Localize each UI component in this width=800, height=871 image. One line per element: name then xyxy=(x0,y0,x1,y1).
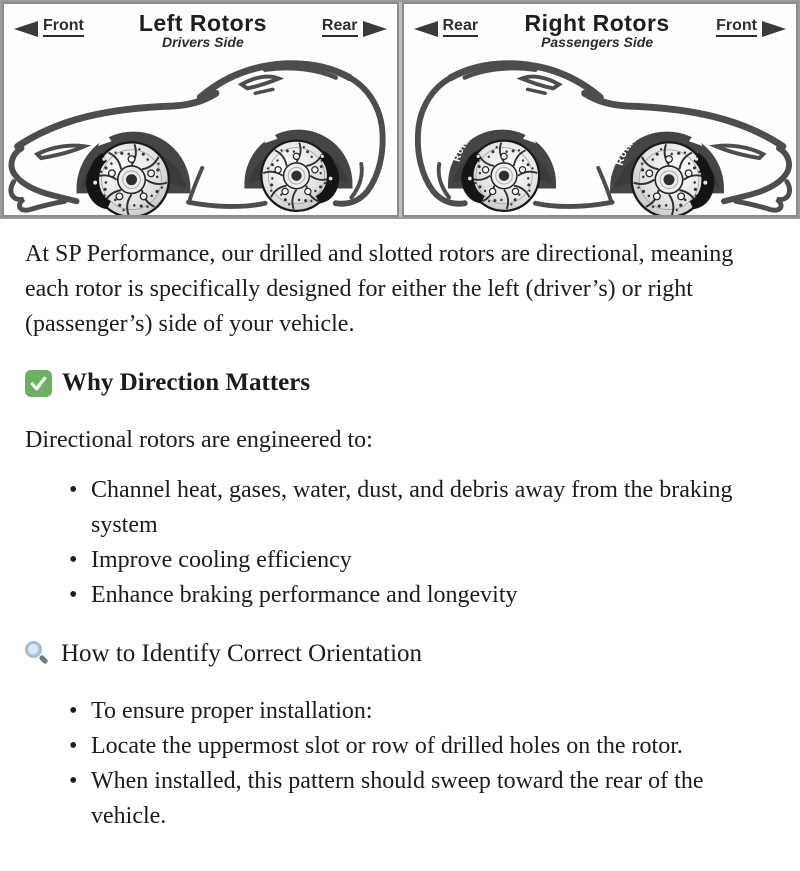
panel-title: Right Rotors xyxy=(524,10,670,36)
direction-label-text: Front xyxy=(43,18,84,37)
list-item: • When installed, this pattern should sweep toward the rear of the vehicle. xyxy=(69,764,755,834)
list-item: • Channel heat, gases, water, dust, and debris away from the braking system xyxy=(69,473,755,543)
right-rotors-panel xyxy=(402,2,799,217)
panel-subtitle: Drivers Side xyxy=(162,34,244,51)
rotor-direction-diagram xyxy=(0,0,800,219)
rotation-label: Rotation xyxy=(115,120,167,142)
front-direction-label xyxy=(14,17,84,37)
rear-direction-label xyxy=(322,17,387,37)
right-panel-title-box xyxy=(524,11,669,50)
intro-paragraph: At SP Performance, our drilled and slotted rotors are directional, meaning each rotor is specifically designed for either the left (driver’s) or right (passenger’s) side of your vehicle. xyxy=(25,241,734,337)
magnifying-glass-emoji-icon xyxy=(25,641,51,667)
rotation-label: Rotation xyxy=(281,118,331,139)
list-item: • Improve cooling efficiency xyxy=(69,543,755,578)
rotation-label: Rotation xyxy=(614,124,652,167)
benefits-list xyxy=(69,473,755,613)
list-item: • Enhance braking performance and longevity xyxy=(69,578,755,613)
direction-label-text: Rear xyxy=(322,18,358,37)
direction-label-text: Rear xyxy=(443,18,479,37)
section-heading-why-direction-matters xyxy=(25,369,755,397)
right-panel-header xyxy=(404,4,797,54)
direction-label-text: Front xyxy=(716,18,757,37)
car-diagram-right xyxy=(404,54,797,217)
panel-title: Left Rotors xyxy=(138,10,267,36)
rotation-label: Rotation xyxy=(451,122,488,164)
panel-subtitle: Passengers Side xyxy=(541,34,654,51)
check-mark-emoji-icon xyxy=(25,370,52,397)
rear-direction-label xyxy=(414,17,479,37)
arrow-right-icon xyxy=(363,21,387,37)
arrow-left-icon xyxy=(14,21,38,37)
orientation-steps-list xyxy=(69,694,755,834)
list-item: • Locate the uppermost slot or row of drilled holes on the rotor. xyxy=(69,729,755,764)
list-item: • To ensure proper installation: xyxy=(69,694,755,729)
heading-text: How to Identify Correct Orientation xyxy=(61,640,423,667)
heading-text: Why Direction Matters xyxy=(62,369,311,396)
section-heading-identify-orientation xyxy=(25,640,755,668)
left-panel-header xyxy=(4,4,397,54)
left-panel-title-box xyxy=(139,11,267,50)
front-direction-label xyxy=(716,17,786,37)
left-rotors-panel xyxy=(2,2,399,217)
article-content xyxy=(0,219,800,871)
arrow-right-icon xyxy=(762,21,786,37)
car-diagram-left xyxy=(4,54,397,217)
section-lead: Directional rotors are engineered to: xyxy=(25,427,373,453)
arrow-left-icon xyxy=(414,21,438,37)
